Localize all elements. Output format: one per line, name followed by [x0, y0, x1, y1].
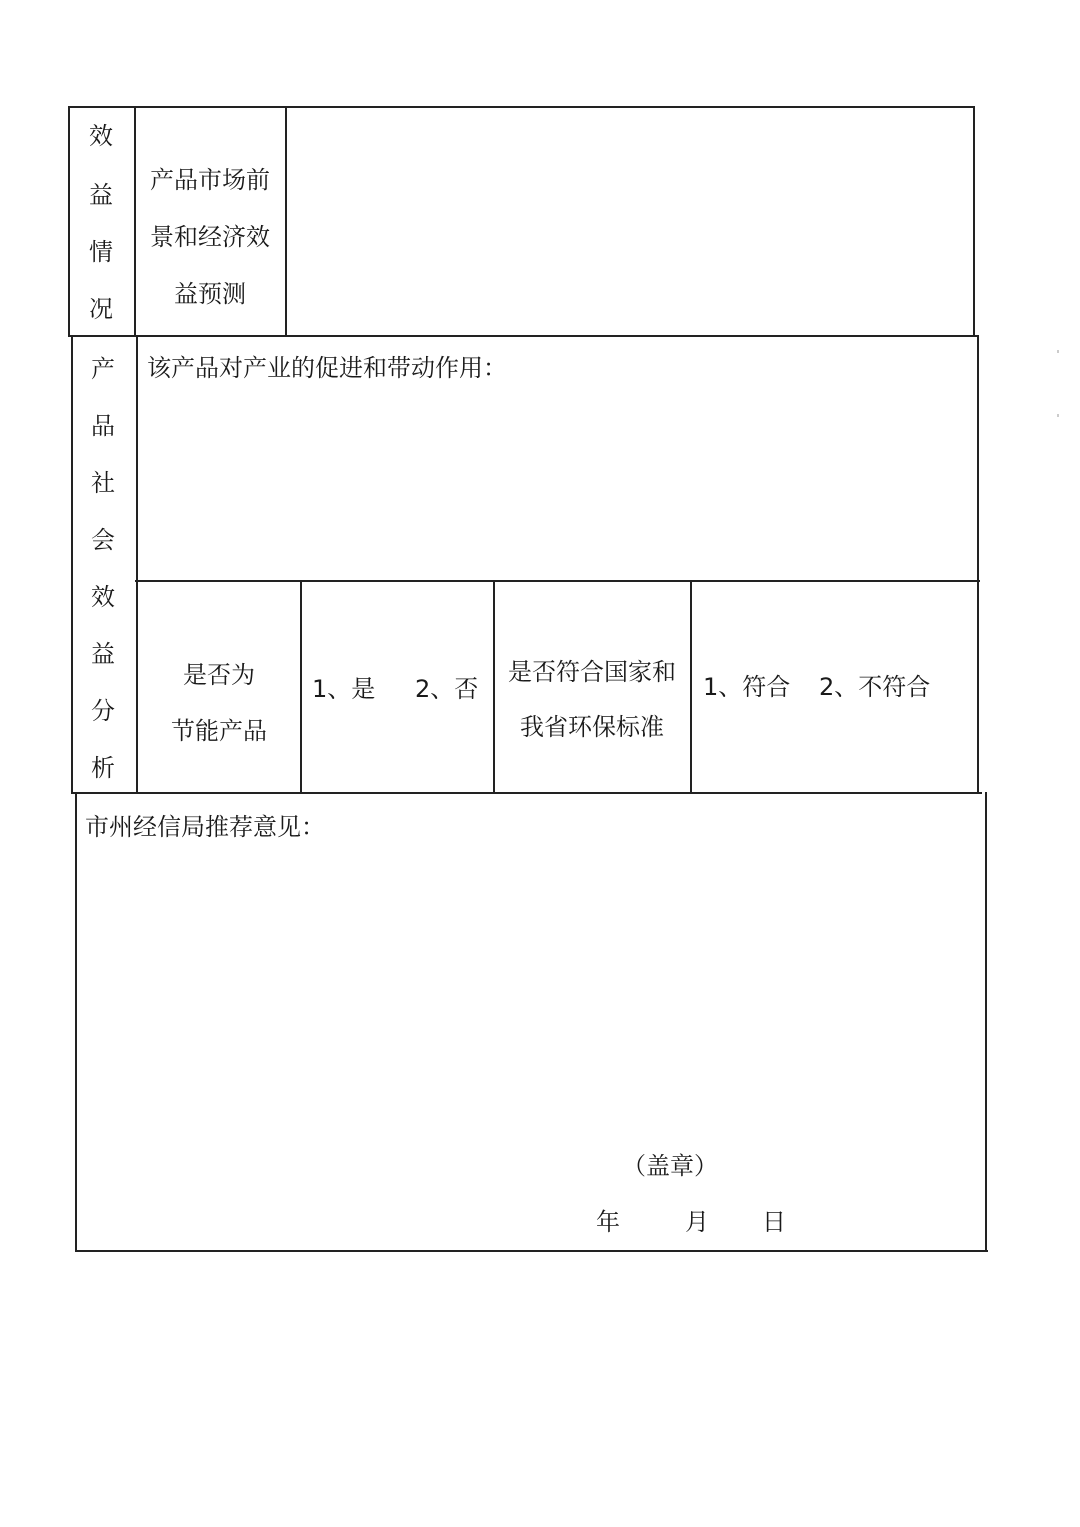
market-forecast-label-line: 产品市场前	[150, 166, 270, 194]
cell-divider-a	[300, 580, 302, 794]
date-month-label: 月	[685, 1208, 709, 1236]
side-label-divider-2	[136, 335, 138, 794]
table-border-top	[68, 106, 975, 108]
env-standard-label	[497, 645, 687, 755]
social-side-char: 分	[91, 697, 115, 725]
scan-mark	[1057, 414, 1059, 417]
env-standard-label-line: 我省环保标准	[520, 713, 664, 741]
recommendation-input[interactable]	[80, 850, 980, 1140]
energy-saving-label-line: 节能产品	[171, 717, 267, 745]
seal-label: （盖章）	[622, 1152, 718, 1180]
field-label-divider	[285, 106, 287, 337]
social-side-char: 效	[91, 583, 115, 611]
energy-saving-option-yes[interactable]: 1、是	[312, 675, 376, 703]
benefit-side-char: 益	[89, 181, 113, 209]
market-forecast-label	[140, 152, 280, 323]
market-forecast-label-line: 益预测	[174, 280, 246, 308]
row-divider-3	[73, 792, 982, 794]
date-year-label: 年	[596, 1208, 620, 1236]
env-standard-option-yes[interactable]: 1、符合	[703, 673, 791, 701]
benefit-side-char: 效	[89, 122, 113, 150]
table-border-right-1	[973, 106, 975, 337]
benefit-side-char: 情	[89, 238, 113, 266]
cell-divider-b	[493, 580, 495, 794]
table-border-left-1	[68, 106, 70, 337]
env-standard-option-no[interactable]: 2、不符合	[819, 673, 931, 701]
social-side-char: 产	[91, 355, 115, 383]
social-side-char: 会	[91, 526, 115, 554]
energy-saving-label-line: 是否为	[183, 661, 255, 689]
industry-promotion-input[interactable]	[140, 390, 974, 575]
industry-promotion-label: 该产品对产业的促进和带动作用：	[147, 354, 507, 382]
energy-saving-option-no[interactable]: 2、否	[415, 675, 479, 703]
social-side-char: 品	[91, 412, 115, 440]
benefit-side-char: 况	[89, 295, 113, 323]
table-border-bottom	[75, 1250, 988, 1252]
recommendation-label: 市州经信局推荐意见：	[85, 813, 325, 841]
row-divider-2	[135, 580, 980, 582]
table-border-left-3	[75, 792, 77, 1252]
side-label-divider-1	[134, 106, 136, 337]
social-side-char: 析	[91, 754, 115, 782]
table-border-left-2	[71, 335, 73, 794]
date-day-label: 日	[762, 1208, 786, 1236]
social-side-char: 社	[91, 469, 115, 497]
cell-divider-c	[690, 580, 692, 794]
table-border-right-2	[977, 335, 979, 794]
table-border-right-3	[985, 792, 987, 1252]
energy-saving-label	[140, 647, 298, 759]
scan-mark	[1057, 350, 1059, 353]
market-forecast-input[interactable]	[290, 110, 970, 332]
row-divider-1	[68, 335, 977, 337]
env-standard-label-line: 是否符合国家和	[508, 658, 676, 686]
social-side-char: 益	[91, 640, 115, 668]
market-forecast-label-line: 景和经济效	[150, 223, 270, 251]
